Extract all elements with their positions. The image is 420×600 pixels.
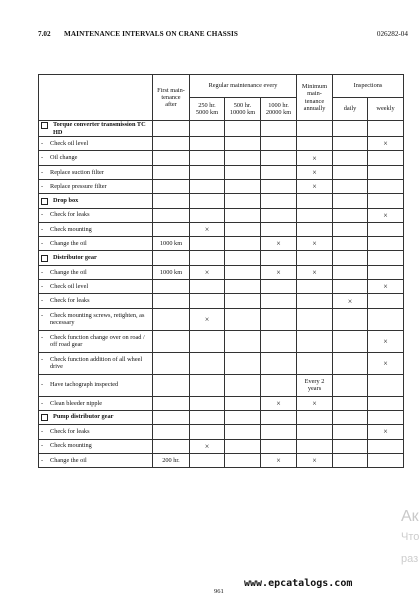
- task-cell: [39, 330, 153, 352]
- cross-mark-icon: ×: [190, 308, 225, 330]
- interval-cell: [190, 280, 225, 294]
- task-cell: [39, 151, 153, 165]
- interval-cell: [153, 294, 190, 308]
- task-label: Check mounting screws, retighten, as necessary: [50, 311, 145, 327]
- group-title: [39, 251, 153, 265]
- checkbox-icon: [41, 255, 48, 262]
- dash-bullet: -: [41, 355, 44, 363]
- task-cell: [39, 294, 153, 308]
- cross-mark-icon: ×: [333, 294, 368, 308]
- group-title: [39, 121, 153, 137]
- interval-cell: [297, 352, 333, 374]
- cross-mark-icon: ×: [368, 280, 404, 294]
- interval-cell: [190, 453, 225, 467]
- inspections-header: Inspections: [333, 75, 404, 98]
- table-row: [39, 151, 404, 165]
- empty-cell: [190, 121, 225, 137]
- interval-cell: [333, 396, 368, 410]
- cross-mark-icon: ×: [297, 453, 333, 467]
- interval-cell: [368, 396, 404, 410]
- empty-cell: [261, 121, 297, 137]
- task-label: Change the oil: [50, 268, 87, 276]
- interval-cell: [190, 330, 225, 352]
- cross-mark-icon: ×: [297, 179, 333, 193]
- empty-cell: [190, 251, 225, 265]
- interval-cell: [153, 396, 190, 410]
- weekly-header: weekly: [368, 98, 404, 121]
- empty-cell: [333, 251, 368, 265]
- interval-cell: [225, 137, 261, 151]
- website-url: www.epcatalogs.com: [244, 578, 353, 589]
- interval-cell: [190, 425, 225, 439]
- interval-cell: [333, 222, 368, 236]
- interval-cell: [225, 330, 261, 352]
- task-label: Change the oil: [50, 456, 87, 464]
- interval-cell: [153, 352, 190, 374]
- table-row: [39, 222, 404, 236]
- interval-cell: [190, 352, 225, 374]
- table-row: [39, 237, 404, 251]
- first-maintenance-header: First main-tenance after: [153, 75, 190, 121]
- interval-cell: [333, 330, 368, 352]
- table-row: [39, 330, 404, 352]
- task-cell: [39, 165, 153, 179]
- cross-mark-icon: ×: [190, 439, 225, 453]
- interval-cell: [190, 137, 225, 151]
- table-row: [39, 453, 404, 467]
- task-label: Have tachograph inspected: [50, 381, 119, 389]
- watermark-line: Что: [401, 531, 420, 543]
- interval-cell: [261, 425, 297, 439]
- interval-cell: [153, 374, 190, 396]
- empty-cell: [153, 194, 190, 208]
- interval-cell: 200 hr.: [153, 453, 190, 467]
- interval-cell: [368, 179, 404, 193]
- interval-cell: [153, 280, 190, 294]
- empty-cell: [153, 251, 190, 265]
- interval-cell: [153, 151, 190, 165]
- daily-header: daily: [333, 98, 368, 121]
- empty-cell: [261, 194, 297, 208]
- interval-cell: [333, 453, 368, 467]
- dash-bullet: -: [41, 182, 44, 190]
- task-label: Check mounting: [50, 442, 92, 450]
- interval-1000-header: 1000 hr. 20000 km: [261, 98, 297, 121]
- task-cell: [39, 208, 153, 222]
- group-title: [39, 410, 153, 424]
- interval-cell: Every 2 years: [297, 374, 333, 396]
- interval-cell: [368, 308, 404, 330]
- group-row: [39, 251, 404, 265]
- section-number: 7.02: [38, 30, 51, 38]
- cross-mark-icon: ×: [261, 265, 297, 279]
- interval-cell: [297, 222, 333, 236]
- cross-mark-icon: ×: [261, 396, 297, 410]
- interval-cell: [153, 179, 190, 193]
- table-row: [39, 308, 404, 330]
- table-row: [39, 280, 404, 294]
- document-code: 026282-04: [376, 30, 408, 38]
- interval-cell: [153, 165, 190, 179]
- empty-cell: [333, 121, 368, 137]
- task-cell: [39, 308, 153, 330]
- cross-mark-icon: ×: [261, 237, 297, 251]
- empty-cell: [297, 410, 333, 424]
- task-label: Check for leaks: [50, 211, 90, 219]
- interval-cell: [225, 294, 261, 308]
- interval-cell: [225, 374, 261, 396]
- interval-cell: [225, 396, 261, 410]
- dash-bullet: -: [41, 297, 44, 305]
- task-label: Change the oil: [50, 240, 87, 248]
- interval-cell: [261, 222, 297, 236]
- table-row: [39, 374, 404, 396]
- task-cell: [39, 237, 153, 251]
- interval-cell: [153, 439, 190, 453]
- interval-cell: [333, 165, 368, 179]
- cross-mark-icon: ×: [368, 330, 404, 352]
- interval-cell: [297, 425, 333, 439]
- watermark-line: раз: [401, 553, 419, 565]
- interval-cell: 1000 km: [153, 237, 190, 251]
- checkbox-icon: [41, 414, 48, 421]
- empty-cell: [190, 194, 225, 208]
- cross-mark-icon: ×: [368, 208, 404, 222]
- dash-bullet: -: [41, 139, 44, 147]
- interval-cell: [368, 151, 404, 165]
- task-cell: [39, 280, 153, 294]
- group-label: Distributor gear: [53, 253, 97, 261]
- interval-cell: [190, 179, 225, 193]
- table-row: [39, 208, 404, 222]
- cross-mark-icon: ×: [297, 165, 333, 179]
- cross-mark-icon: ×: [297, 151, 333, 165]
- task-cell: [39, 265, 153, 279]
- table-body: [39, 121, 404, 468]
- cross-mark-icon: ×: [368, 425, 404, 439]
- task-cell: [39, 396, 153, 410]
- interval-cell: [297, 137, 333, 151]
- table-row: [39, 396, 404, 410]
- interval-cell: [261, 137, 297, 151]
- cross-mark-icon: ×: [190, 265, 225, 279]
- dash-bullet: -: [41, 154, 44, 162]
- empty-cell: [297, 194, 333, 208]
- dash-bullet: -: [41, 225, 44, 233]
- interval-cell: [190, 374, 225, 396]
- interval-cell: [153, 308, 190, 330]
- empty-cell: [153, 121, 190, 137]
- interval-cell: [225, 352, 261, 374]
- checkbox-icon: [41, 198, 48, 205]
- regular-maintenance-header: Regular maintenance every: [190, 75, 297, 98]
- task-label: Check for leaks: [50, 428, 90, 436]
- interval-cell: [225, 208, 261, 222]
- interval-cell: [261, 374, 297, 396]
- interval-cell: [368, 222, 404, 236]
- group-row: [39, 410, 404, 424]
- dash-bullet: -: [41, 381, 44, 389]
- table-row: [39, 425, 404, 439]
- interval-cell: [333, 308, 368, 330]
- interval-cell: [333, 425, 368, 439]
- group-row: [39, 121, 404, 137]
- interval-cell: [333, 151, 368, 165]
- dash-bullet: -: [41, 428, 44, 436]
- interval-cell: [333, 137, 368, 151]
- interval-cell: [297, 330, 333, 352]
- task-cell: [39, 352, 153, 374]
- interval-cell: [333, 237, 368, 251]
- table-row: [39, 165, 404, 179]
- interval-500-header: 500 hr. 10000 km: [225, 98, 261, 121]
- task-label: Oil change: [50, 154, 78, 162]
- interval-cell: [333, 179, 368, 193]
- interval-cell: [333, 439, 368, 453]
- empty-cell: [368, 251, 404, 265]
- cross-mark-icon: ×: [297, 265, 333, 279]
- interval-cell: [333, 280, 368, 294]
- task-cell: [39, 425, 153, 439]
- interval-cell: [297, 439, 333, 453]
- cross-mark-icon: ×: [190, 222, 225, 236]
- dash-bullet: -: [41, 456, 44, 464]
- task-cell: [39, 137, 153, 151]
- interval-cell: [297, 280, 333, 294]
- task-cell: [39, 179, 153, 193]
- interval-cell: [368, 265, 404, 279]
- interval-250-header: 250 hr. 5000 km: [190, 98, 225, 121]
- interval-cell: [297, 308, 333, 330]
- cross-mark-icon: ×: [297, 396, 333, 410]
- interval-cell: [190, 237, 225, 251]
- interval-cell: [225, 151, 261, 165]
- checkbox-icon: [41, 122, 48, 129]
- interval-cell: [333, 265, 368, 279]
- table-row: [39, 265, 404, 279]
- interval-cell: [297, 208, 333, 222]
- interval-cell: [261, 151, 297, 165]
- interval-cell: [225, 222, 261, 236]
- empty-cell: [368, 410, 404, 424]
- interval-cell: [225, 265, 261, 279]
- watermark-line: Ак: [401, 508, 419, 525]
- interval-cell: [153, 222, 190, 236]
- interval-cell: [368, 374, 404, 396]
- interval-cell: [153, 330, 190, 352]
- empty-cell: [225, 121, 261, 137]
- group-title: [39, 194, 153, 208]
- task-label: Check oil level: [50, 139, 89, 147]
- cross-mark-icon: ×: [261, 453, 297, 467]
- minimum-maintenance-header: Minimum main-tenance annually: [297, 75, 333, 121]
- task-label: Check function change over on road / off road gear: [50, 333, 145, 349]
- interval-cell: [261, 165, 297, 179]
- task-label: Check function addition of all wheel drive: [50, 355, 143, 371]
- empty-cell: [190, 410, 225, 424]
- interval-cell: [153, 425, 190, 439]
- interval-cell: [261, 330, 297, 352]
- group-label: Drop box: [53, 196, 79, 204]
- interval-cell: [261, 294, 297, 308]
- interval-cell: [225, 179, 261, 193]
- page-number: 961: [214, 588, 224, 595]
- interval-cell: [368, 439, 404, 453]
- interval-cell: [333, 374, 368, 396]
- interval-cell: [153, 208, 190, 222]
- empty-cell: [261, 251, 297, 265]
- interval-cell: [190, 294, 225, 308]
- dash-bullet: -: [41, 442, 44, 450]
- task-cell: [39, 453, 153, 467]
- cross-mark-icon: ×: [368, 352, 404, 374]
- dash-bullet: -: [41, 240, 44, 248]
- interval-cell: [225, 237, 261, 251]
- interval-cell: [225, 439, 261, 453]
- group-row: [39, 194, 404, 208]
- empty-cell: [225, 251, 261, 265]
- task-cell: [39, 374, 153, 396]
- dash-bullet: -: [41, 282, 44, 290]
- empty-cell: [225, 410, 261, 424]
- interval-cell: [261, 280, 297, 294]
- interval-cell: [261, 352, 297, 374]
- interval-cell: [368, 237, 404, 251]
- interval-cell: [368, 165, 404, 179]
- empty-cell: [297, 121, 333, 137]
- task-label: Replace pressure filter: [50, 182, 107, 190]
- empty-cell: [368, 121, 404, 137]
- table-row: [39, 352, 404, 374]
- interval-cell: [261, 179, 297, 193]
- interval-cell: [225, 280, 261, 294]
- task-label: Replace suction filter: [50, 168, 104, 176]
- interval-cell: [190, 396, 225, 410]
- interval-cell: [333, 352, 368, 374]
- interval-cell: [368, 294, 404, 308]
- table-row: [39, 179, 404, 193]
- interval-cell: [225, 308, 261, 330]
- task-label: Check mounting: [50, 225, 92, 233]
- interval-cell: [368, 453, 404, 467]
- interval-cell: [261, 439, 297, 453]
- dash-bullet: -: [41, 211, 44, 219]
- task-cell: [39, 222, 153, 236]
- table-row: [39, 137, 404, 151]
- page-title: MAINTENANCE INTERVALS ON CRANE CHASSIS: [64, 30, 238, 38]
- group-label: Pump distributor gear: [53, 413, 114, 421]
- dash-bullet: -: [41, 333, 44, 341]
- empty-cell: [368, 194, 404, 208]
- interval-cell: [153, 137, 190, 151]
- empty-cell: [153, 410, 190, 424]
- cross-mark-icon: ×: [368, 137, 404, 151]
- task-label: Check oil level: [50, 282, 89, 290]
- empty-cell: [225, 194, 261, 208]
- interval-cell: [190, 165, 225, 179]
- dash-bullet: -: [41, 399, 44, 407]
- interval-cell: [333, 208, 368, 222]
- interval-cell: [261, 208, 297, 222]
- interval-cell: [261, 308, 297, 330]
- empty-cell: [333, 410, 368, 424]
- dash-bullet: -: [41, 311, 44, 319]
- interval-cell: [190, 208, 225, 222]
- task-label: Clean bleeder nipple: [50, 399, 103, 407]
- table-row: [39, 294, 404, 308]
- dash-bullet: -: [41, 168, 44, 176]
- cross-mark-icon: ×: [297, 237, 333, 251]
- empty-cell: [261, 410, 297, 424]
- interval-cell: [225, 425, 261, 439]
- table-row: [39, 439, 404, 453]
- interval-cell: [225, 453, 261, 467]
- dash-bullet: -: [41, 268, 44, 276]
- task-label: Check for leaks: [50, 297, 90, 305]
- empty-cell: [297, 251, 333, 265]
- interval-cell: 1000 km: [153, 265, 190, 279]
- group-label: Torque converter transmission TC HD: [53, 121, 146, 136]
- item-header: [39, 75, 153, 121]
- maintenance-table: [38, 74, 404, 468]
- interval-cell: [297, 294, 333, 308]
- interval-cell: [190, 151, 225, 165]
- interval-cell: [225, 165, 261, 179]
- task-cell: [39, 439, 153, 453]
- empty-cell: [333, 194, 368, 208]
